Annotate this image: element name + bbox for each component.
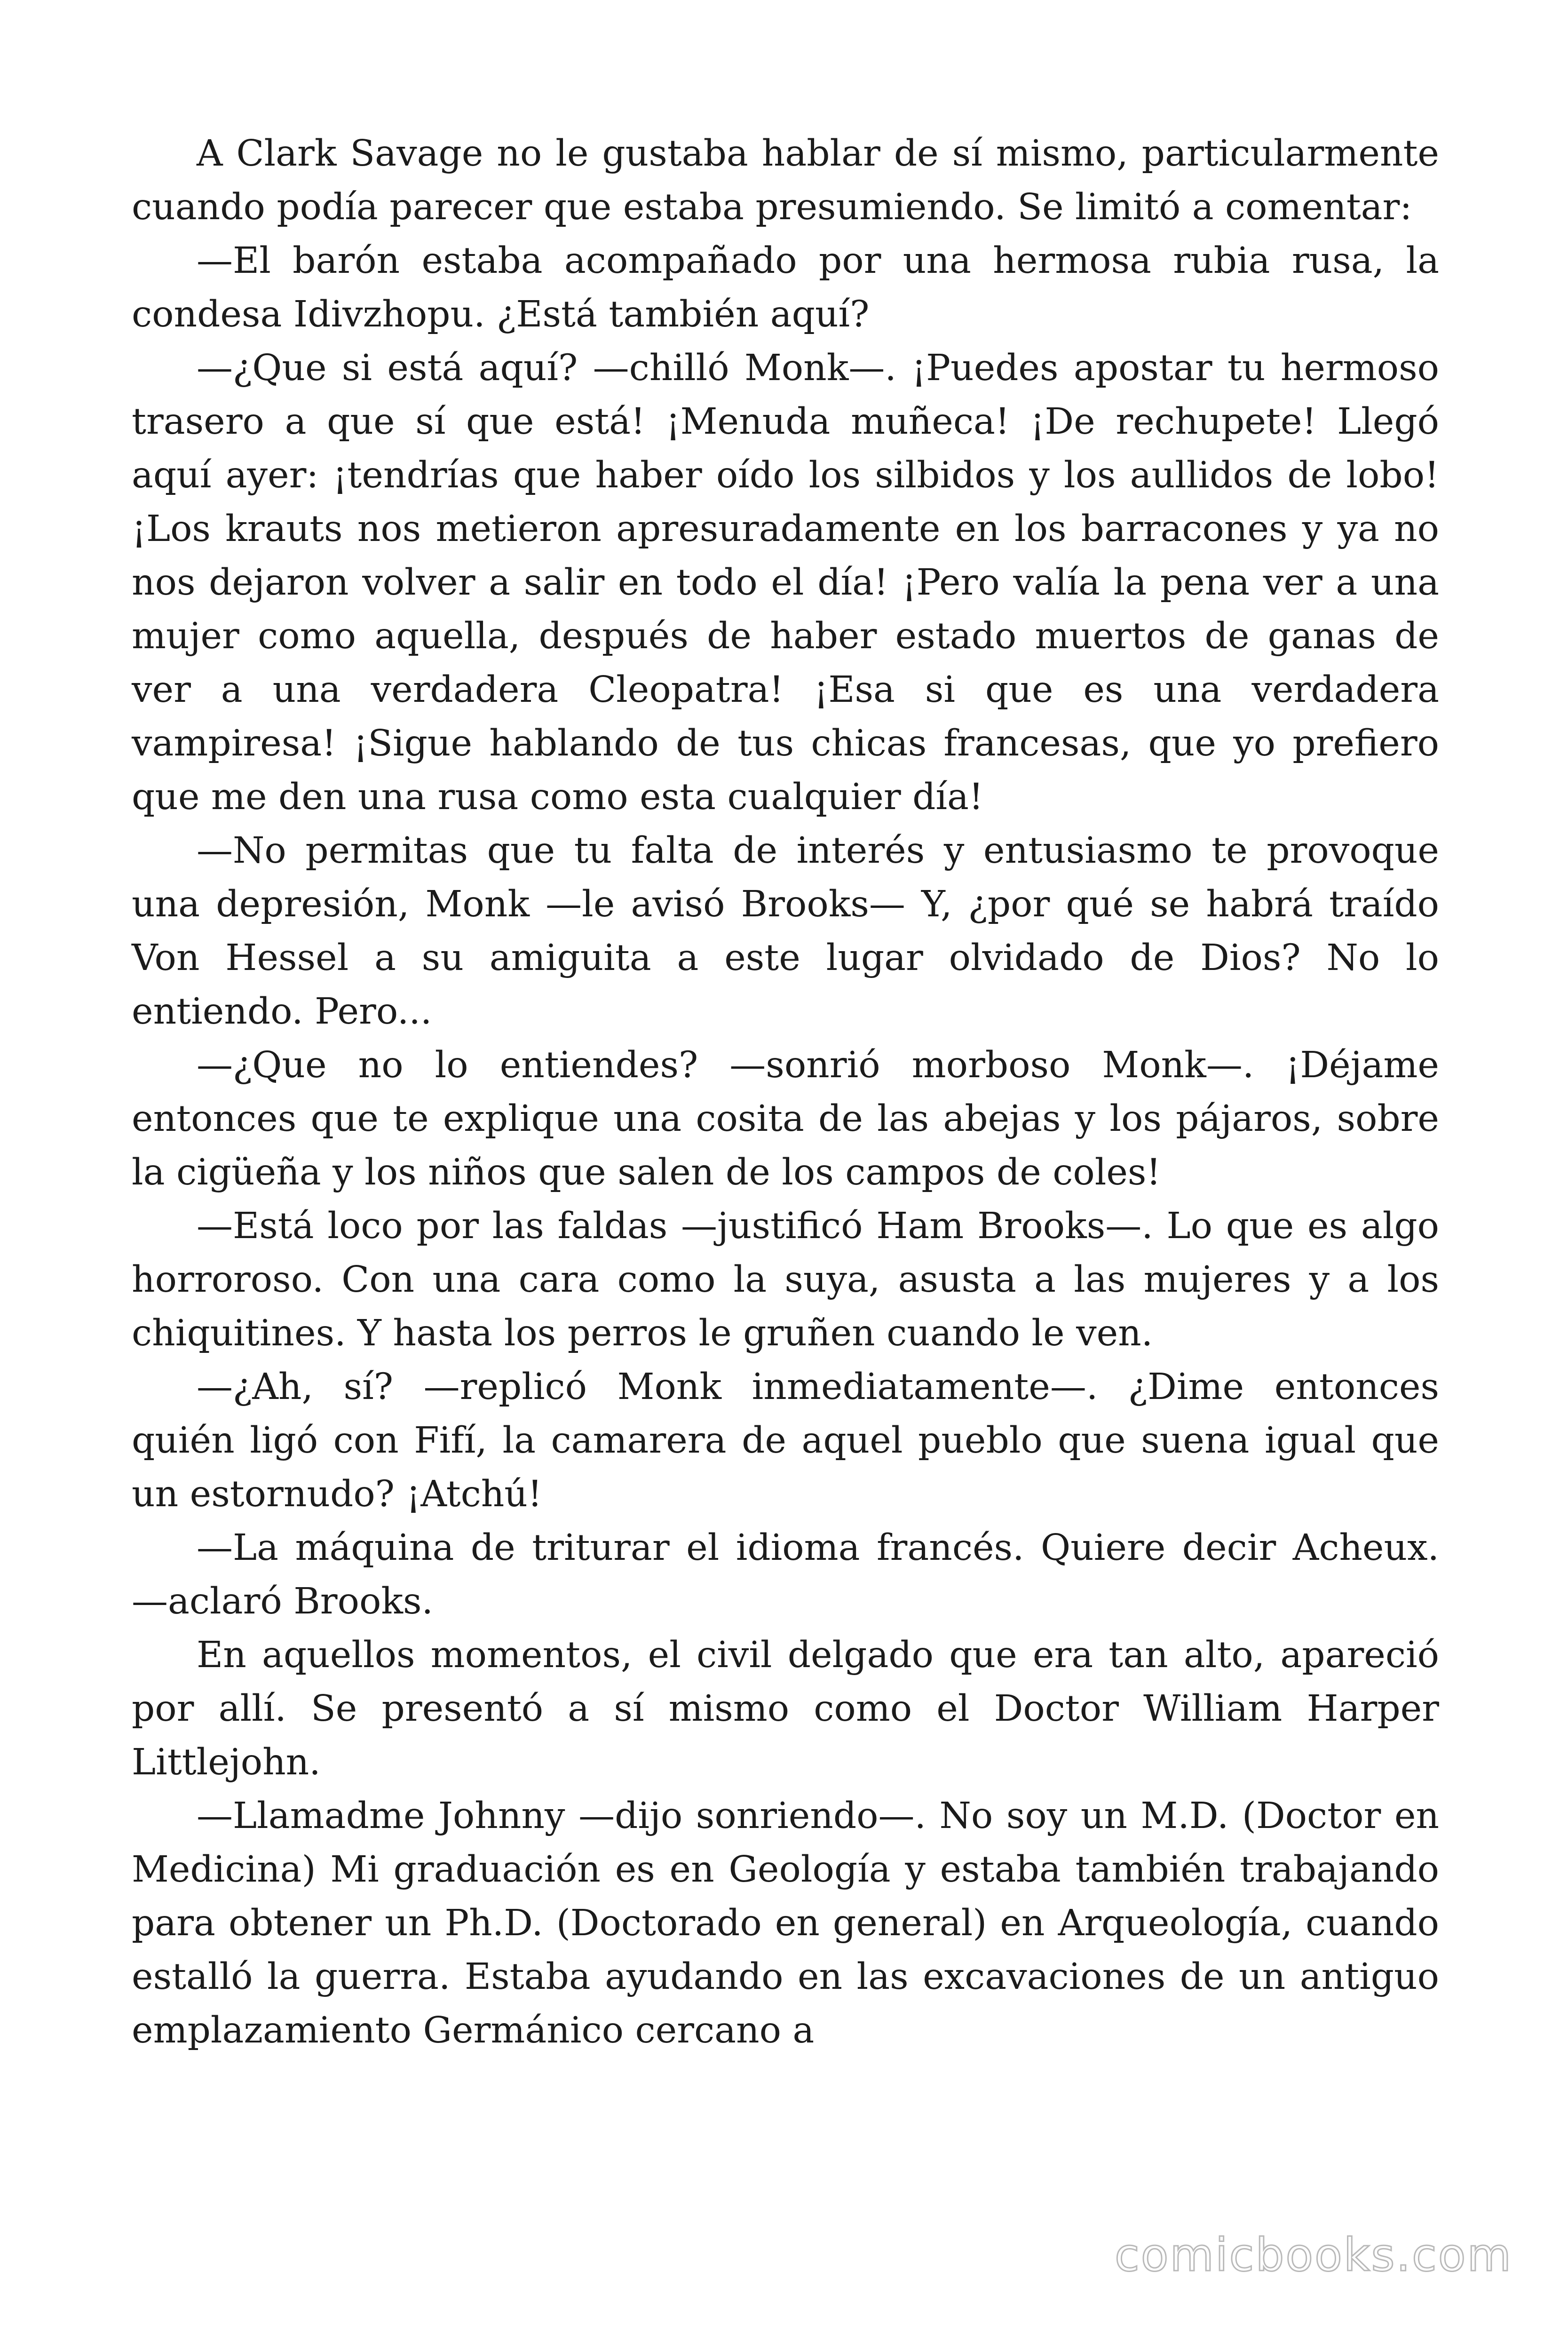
- paragraph-2: —El barón estaba acompañado por una hermosa rubia rusa, la condesa Idivzhopu. ¿Está también aquí?: [132, 240, 1439, 335]
- paragraph-6: —Está loco por las faldas —justificó Ham Brooks—. Lo que es algo horroroso. Con una cara como la suya, asusta a las mujeres y a los chiquitines. Y hasta los perros le gruñen cuando le ven.: [132, 1205, 1439, 1354]
- paragraph-9: En aquellos momentos, el civil delgado que era tan alto, apareció por allí. Se presentó a sí mismo como el Doctor William Harper Littlejohn.: [132, 1634, 1439, 1783]
- paragraph-3: —¿Que si está aquí? —chilló Monk—. ¡Puedes apostar tu hermoso trasero a que sí que está! ¡Menuda muñeca! ¡De rechupete! Llegó aquí ayer: ¡tendrías que haber oído los silbidos y los aullidos de lobo! ¡Los krauts nos metieron apresuradamente en los barracones y ya no nos dejaron volver a salir en todo el día! ¡Pero valía la pena ver a una mujer como aquella, después de haber estado muertos de ganas de ver a una verdadera Cleopatra! ¡Esa si que es una verdadera vampiresa! ¡Sigue hablando de tus chicas francesas, que yo prefiero que me den una rusa como esta cualquier día!: [132, 347, 1439, 818]
- paragraph-8: —La máquina de triturar el idioma francés. Quiere decir Acheux. —aclaró Brooks.: [132, 1527, 1439, 1622]
- paragraph-4: —No permitas que tu falta de interés y entusiasmo te provoque una depresión, Monk —le avisó Brooks— Y, ¿por qué se habrá traído Von Hessel a su amiguita a este lugar olvidado de Dios? No lo entiendo. Pero...: [132, 830, 1439, 1033]
- paragraph-7: —¿Ah, sí? —replicó Monk inmediatamente—. ¿Dime entonces quién ligó con Fifí, la camarera de aquel pueblo que suena igual que un estornudo? ¡Atchú!: [132, 1366, 1439, 1515]
- watermark: comicbooks.com: [1114, 2229, 1513, 2281]
- paragraph-10: —Llamadme Johnny —dijo sonriendo—. No soy un M.D. (Doctor en Medicina) Mi graduación es en Geología y estaba también trabajando para obtener un Ph.D. (Doctorado en general) en Arqueología, cuando estalló la guerra. Estaba ayudando en las excavaciones de un antiguo emplazamiento Germánico cercano a: [132, 1795, 1439, 2051]
- paragraph-1: A Clark Savage no le gustaba hablar de sí mismo, particularmente cuando podía parecer que estaba presumiendo. Se limitó a comentar:: [132, 133, 1439, 228]
- body-text: [132, 127, 1439, 2058]
- paragraph-5: —¿Que no lo entiendes? —sonrió morboso Monk—. ¡Déjame entonces que te explique una cosita de las abejas y los pájaros, sobre la cigüeña y los niños que salen de los campos de coles!: [132, 1044, 1439, 1193]
